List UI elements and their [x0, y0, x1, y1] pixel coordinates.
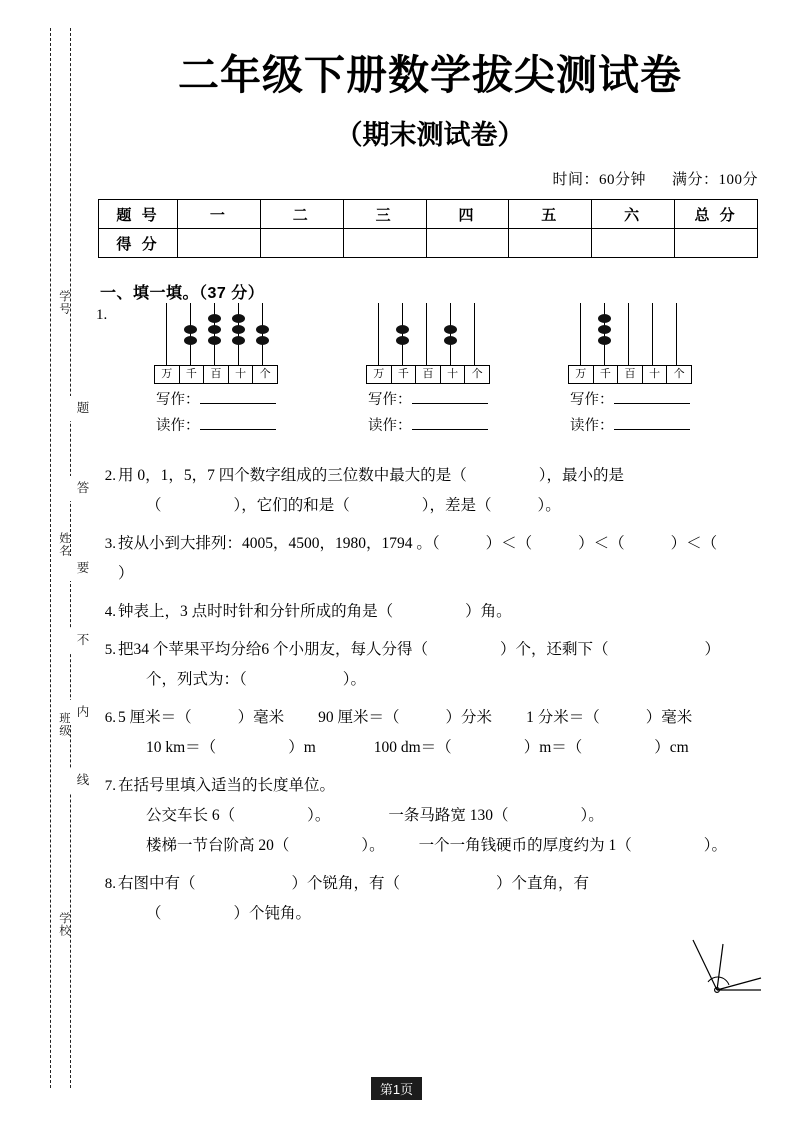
seal-label-yao: 要	[70, 556, 89, 581]
question-text: ）m＝（	[523, 739, 583, 757]
table-row	[99, 229, 758, 258]
question-text: 个，列式为：（	[146, 671, 247, 689]
question-8	[104, 869, 764, 929]
question-text: ）＜（	[485, 535, 533, 553]
question-number: 8.	[104, 876, 116, 893]
question-text: ）角。	[465, 603, 512, 621]
question-6	[104, 703, 764, 763]
question-text: ）个，还剩下（	[500, 641, 609, 659]
question-7	[104, 771, 764, 861]
question-text: ），它们的和是（	[233, 497, 350, 515]
read-label: 读作：	[156, 418, 200, 435]
score-table	[98, 199, 758, 258]
question-text: ）＜（	[670, 535, 718, 553]
seal-label-name: 姓名	[52, 528, 70, 561]
question-text: ）。	[307, 807, 331, 825]
exam-meta	[96, 168, 758, 189]
page-footer	[0, 1077, 793, 1100]
question-text: ），最小的是	[538, 467, 625, 485]
question-text: 楼梯一节台阶高 20（	[146, 837, 290, 855]
abacus-place-labels	[154, 365, 278, 384]
read-answer-blank[interactable]	[200, 429, 276, 430]
question-text: ）个钝角。	[233, 905, 312, 923]
question-text: （	[146, 497, 162, 515]
question-text: ）	[118, 565, 134, 583]
exam-score-label: 满分：100分	[671, 172, 758, 189]
score-input-cell[interactable]	[343, 229, 426, 258]
write-label: 写作：	[156, 392, 200, 409]
place-label: 万	[367, 366, 392, 383]
score-table-head-cell: 题 号	[99, 200, 178, 229]
question-text: （	[146, 905, 162, 923]
seal-dashed-line-left	[50, 28, 51, 1088]
question-text: ）＜（	[578, 535, 625, 553]
read-label: 读作：	[570, 418, 614, 435]
question-text: ）	[704, 641, 721, 659]
question-text: 把34 个苹果平均分给6 个小朋友，每人分得（	[118, 641, 429, 659]
sealing-line-margin	[44, 28, 89, 1088]
table-row	[99, 200, 758, 229]
seal-label-da: 答	[70, 476, 89, 501]
seal-label-student-id: 学号	[52, 286, 70, 319]
write-answer-blank[interactable]	[200, 403, 276, 404]
score-table-cell: 一	[178, 200, 261, 229]
score-table-cell: 二	[260, 200, 343, 229]
question-text: ）。	[537, 497, 561, 515]
question-text: 一条马路宽 130（	[388, 807, 509, 825]
seal-label-school: 学校	[52, 908, 70, 941]
abacus-answer-lines-3	[570, 387, 690, 439]
question-text: 公交车长 6（	[146, 807, 236, 825]
abacus-place-labels	[568, 365, 692, 384]
question-text: 100 dm＝（	[373, 739, 452, 757]
question-text: ）cm	[654, 739, 689, 757]
page-number: 第1页	[371, 1077, 422, 1100]
question-text: 10 km＝（	[146, 739, 217, 757]
write-label: 写作：	[570, 392, 614, 409]
place-label: 万	[155, 366, 180, 383]
question-text: 一个一角钱硬币的厚度约为 1（	[418, 837, 632, 855]
question-number: 2.	[104, 468, 116, 485]
place-label: 百	[416, 366, 441, 383]
page-title: 二年级下册数学拔尖测试卷	[178, 52, 682, 98]
question-text: ）个直角，有	[496, 875, 590, 893]
score-table-cell: 总 分	[675, 200, 758, 229]
seal-label-xian: 线	[70, 768, 89, 793]
abacus-figure-1	[154, 303, 278, 435]
seal-label-nei: 内	[70, 700, 89, 725]
score-table-cell: 三	[343, 200, 426, 229]
question-number: 1.	[96, 307, 108, 324]
question-number: 6.	[104, 710, 116, 727]
question-5	[104, 635, 764, 695]
question-text: 用 0，1，5，7 四个数字组成的三位数中最大的是（	[118, 467, 467, 485]
abacus-answer-lines-2	[368, 387, 488, 439]
score-table-cell: 四	[426, 200, 509, 229]
question-number: 3.	[104, 536, 116, 553]
abacus-rods	[366, 303, 490, 365]
write-answer-blank[interactable]	[614, 403, 690, 404]
abacus-place-labels	[366, 365, 490, 384]
place-label: 万	[569, 366, 594, 383]
score-input-cell[interactable]	[426, 229, 509, 258]
question-text: ）个锐角，有（	[291, 875, 401, 893]
abacus-figure-2	[366, 303, 490, 435]
question-number: 4.	[104, 604, 116, 621]
seal-label-ti: 题	[70, 396, 89, 421]
question-text: ）毫米	[645, 709, 693, 727]
page-subtitle: （期末测试卷）	[335, 120, 525, 151]
question-3	[104, 529, 764, 589]
score-table-cell: 六	[592, 200, 675, 229]
question-text: 5 厘米＝（	[118, 709, 192, 727]
place-label: 个	[471, 368, 483, 381]
score-input-cell[interactable]	[178, 229, 261, 258]
read-label: 读作：	[368, 418, 412, 435]
write-answer-blank[interactable]	[412, 403, 488, 404]
place-label: 十	[643, 366, 668, 383]
question-text: ）。	[361, 837, 385, 855]
section-heading-fill-blanks: 一、填一填。（37 分）	[100, 285, 265, 303]
question-1-abacus	[96, 303, 764, 453]
abacus-answer-lines-1	[156, 387, 276, 439]
place-label: 个	[673, 368, 685, 381]
question-text: ）。	[580, 807, 604, 825]
place-label: 千	[180, 366, 205, 383]
place-label: 个	[259, 368, 271, 381]
read-answer-blank[interactable]	[614, 429, 690, 430]
question-text: 右图中有（	[118, 875, 196, 893]
question-2	[104, 461, 764, 521]
exam-time-label: 时间：60分钟	[552, 172, 646, 189]
question-text: 1 分米＝（	[526, 709, 600, 727]
place-label: 十	[441, 366, 466, 383]
question-text: ）m	[288, 739, 316, 757]
seal-label-class: 班级	[52, 708, 70, 741]
question-text: ）。	[342, 671, 367, 689]
abacus-figure-3	[568, 303, 692, 435]
question-number: 7.	[104, 778, 116, 795]
question-number: 5.	[104, 642, 116, 659]
score-table-cell: 五	[509, 200, 592, 229]
score-table-head-cell: 得 分	[99, 229, 178, 258]
abacus-rods	[154, 303, 278, 365]
question-text: ）分米	[445, 709, 493, 727]
write-label: 写作：	[368, 392, 412, 409]
question-text: 在括号里填入适当的长度单位。	[118, 777, 336, 795]
place-label: 千	[594, 366, 619, 383]
read-answer-blank[interactable]	[412, 429, 488, 430]
place-label: 百	[204, 366, 229, 383]
question-text: ）毫米	[237, 709, 285, 727]
angle-figure-icon	[687, 938, 765, 1000]
abacus-rods	[568, 303, 692, 365]
question-4	[104, 597, 764, 627]
place-label: 百	[618, 366, 643, 383]
score-input-cell[interactable]	[260, 229, 343, 258]
paper-content	[96, 34, 764, 929]
question-text: 90 厘米＝（	[318, 709, 400, 727]
place-label: 千	[392, 366, 417, 383]
score-input-cell[interactable]	[592, 229, 675, 258]
place-label: 十	[229, 366, 254, 383]
score-input-cell[interactable]	[675, 229, 758, 258]
question-text: ）。	[703, 837, 728, 855]
question-text: 钟表上，3 点时时针和分针所成的角是（	[118, 603, 394, 621]
score-input-cell[interactable]	[509, 229, 592, 258]
seal-label-bu: 不	[70, 628, 89, 653]
question-text: ），差是（	[421, 497, 492, 515]
question-text: 按从小到大排列：4005，4500，1980，1794 。（	[118, 535, 440, 553]
